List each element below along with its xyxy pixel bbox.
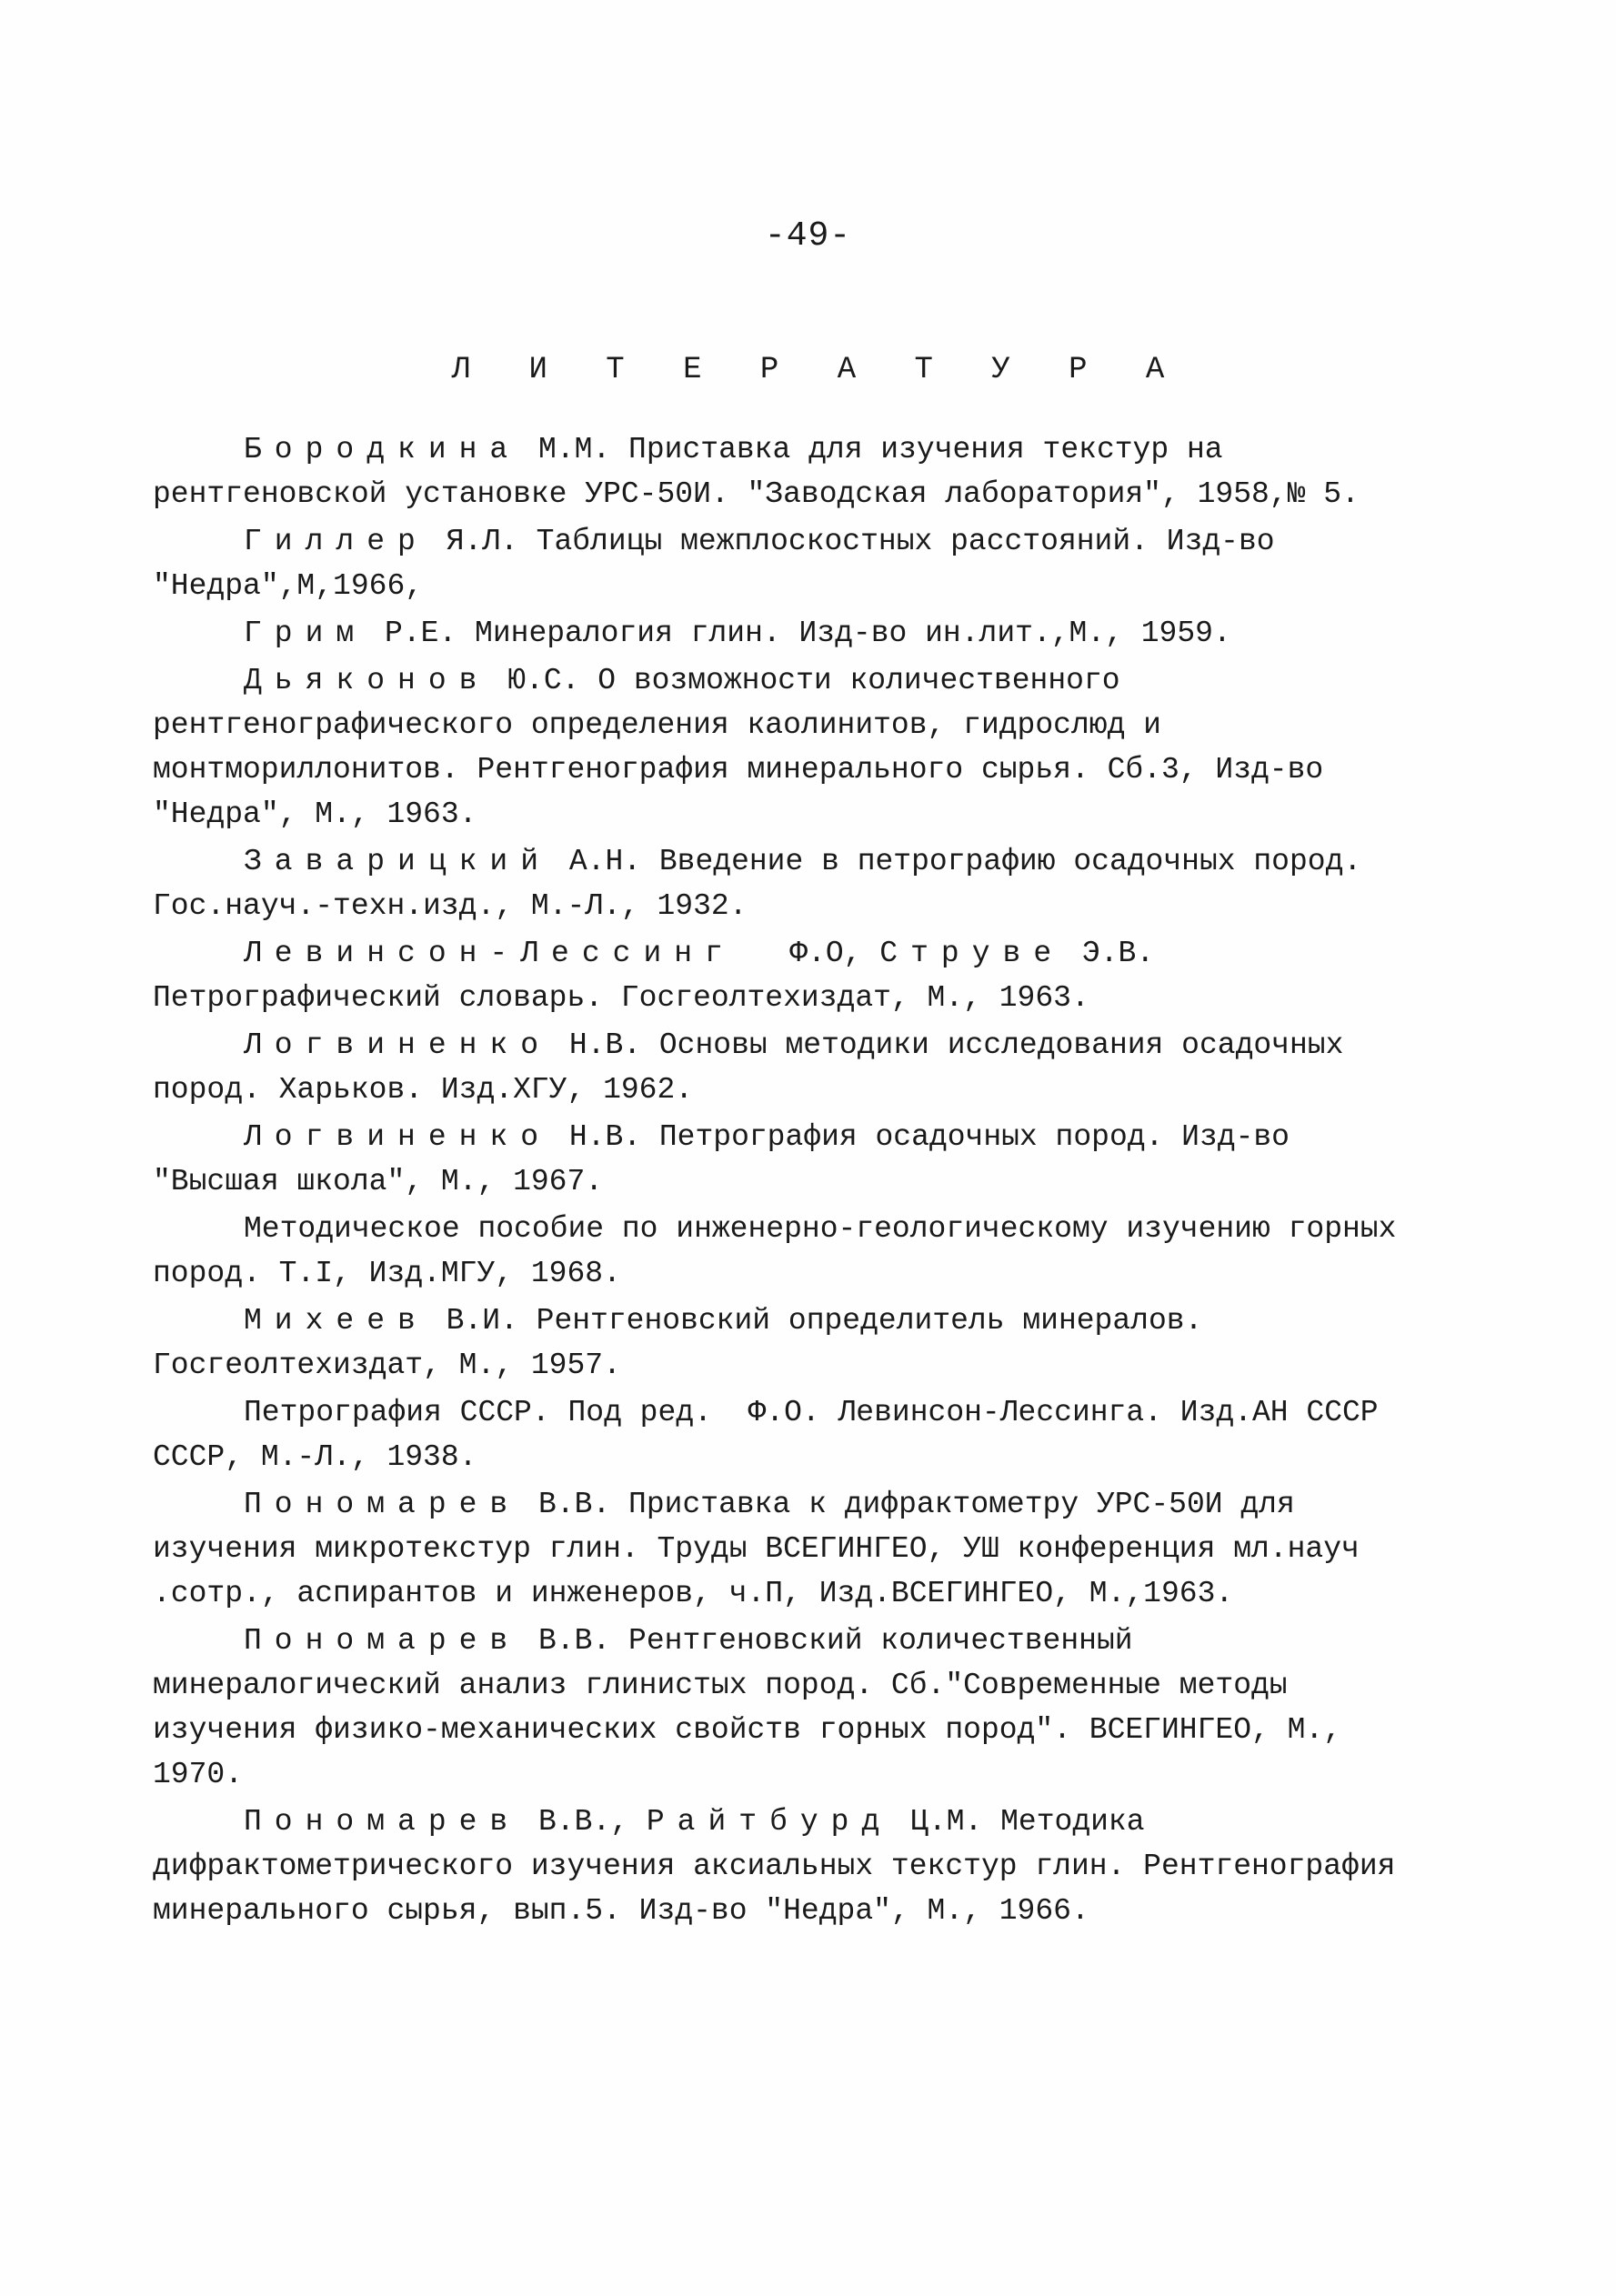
reference-text: А.Н. Введение в петрографию осадочных пород. Гос.науч.-техн.изд., М.-Л., 1932. bbox=[153, 845, 1380, 923]
reference-text: Н.В. Петрография осадочных пород. Изд-во "Высшая школа", М., 1967. bbox=[153, 1120, 1308, 1198]
reference-text: Я.Л. Таблицы межплоскостных расстояний. Изд-во "Недра",М,1966, bbox=[153, 525, 1293, 603]
reference-entry bbox=[153, 1298, 1426, 1388]
page-number: -49- bbox=[764, 216, 852, 256]
reference-text: Петрография СССР. Под ред. Ф.О. Левинсон-Лессинга. Изд.АН СССР СССР, М.-Л., 1938. bbox=[153, 1396, 1397, 1474]
reference-author: Пономарев bbox=[244, 1805, 521, 1839]
reference-entry bbox=[153, 1390, 1426, 1479]
reference-entry bbox=[153, 931, 1426, 1020]
reference-entry bbox=[153, 519, 1426, 608]
reference-author: Грим bbox=[244, 617, 367, 650]
reference-text: Э.В. Петрографический словарь. Госгеолтехиздат, М., 1963. bbox=[153, 937, 1172, 1015]
reference-author: Заварицкий bbox=[244, 845, 552, 878]
reference-entry bbox=[153, 611, 1426, 656]
reference-coauthor: Райтбурд bbox=[646, 1805, 893, 1839]
reference-text: Ф.О, bbox=[735, 937, 880, 970]
reference-author: Михеев bbox=[244, 1304, 428, 1338]
reference-entry bbox=[153, 658, 1426, 837]
reference-text: М.М. Приставка для изучения текстур на рентгеновской установке УРС-50И. "Заводская лаборатория", 1958,№ 5. bbox=[153, 433, 1360, 511]
reference-author: Левинсон-Лессинг bbox=[244, 937, 736, 970]
reference-author: Логвиненко bbox=[244, 1028, 552, 1062]
reference-author: Логвиненко bbox=[244, 1120, 552, 1154]
reference-text: Ц.М. Методика дифрактометрического изучения аксиальных текстур глин. Рентгенография минерального сырья, вып.5. Изд-во "Недра", М., 1966. bbox=[153, 1805, 1414, 1928]
reference-text: Н.В. Основы методики исследования осадочных пород. Харьков. Изд.ХГУ, 1962. bbox=[153, 1028, 1362, 1107]
reference-text: Р.Е. Минералогия глин. Изд-во ин.лит.,М., 1959. bbox=[366, 617, 1231, 650]
reference-author: Пономарев bbox=[244, 1624, 521, 1658]
reference-text: В.В. Рентгеновский количественный минералогический анализ глинистых пород. Сб."Современные методы изучения физико-механических свойств горных пород". ВСЕГИНГЕО, М., 1970. bbox=[153, 1624, 1360, 1791]
reference-author: Бородкина bbox=[244, 433, 521, 466]
section-heading: Л И Т Е Р А Т У Р А bbox=[451, 353, 1185, 387]
reference-entry bbox=[153, 1800, 1426, 1933]
reference-entry bbox=[153, 1207, 1426, 1296]
reference-entry bbox=[153, 1115, 1426, 1204]
reference-entry bbox=[153, 839, 1426, 928]
reference-author: Дьяконов bbox=[244, 664, 490, 697]
reference-entry bbox=[153, 1023, 1426, 1112]
reference-author: Пономарев bbox=[244, 1488, 521, 1521]
reference-list bbox=[153, 427, 1426, 1936]
reference-text: Методическое пособие по инженерно-геологическому изучению горных пород. Т.I, Изд.МГУ, 1968. bbox=[153, 1212, 1415, 1290]
reference-entry bbox=[153, 1619, 1426, 1797]
reference-text: Ю.С. О возможности количественного рентгенографического определения каолинитов, гидрослюд и монтмориллонитов. Рентгенография минерального сырья. Сб.3, Изд-во "Недра", М., 1963. bbox=[153, 664, 1342, 831]
reference-text: В.В., bbox=[520, 1805, 647, 1839]
reference-coauthor: Струве bbox=[879, 937, 1065, 970]
reference-entry bbox=[153, 1482, 1426, 1616]
reference-text: В.В. Приставка к дифрактометру УРС-50И для изучения микротекстур глин. Труды ВСЕГИНГЕО, УШ конференция мл.науч .сотр., аспирантов и инженеров, ч.П, Изд.ВСЕГИНГЕО, М.,1963. bbox=[153, 1488, 1378, 1610]
reference-text: В.И. Рентгеновский определитель минералов. Госгеолтехиздат, М., 1957. bbox=[153, 1304, 1221, 1382]
reference-author: Гиллер bbox=[244, 525, 428, 558]
reference-entry bbox=[153, 427, 1426, 516]
